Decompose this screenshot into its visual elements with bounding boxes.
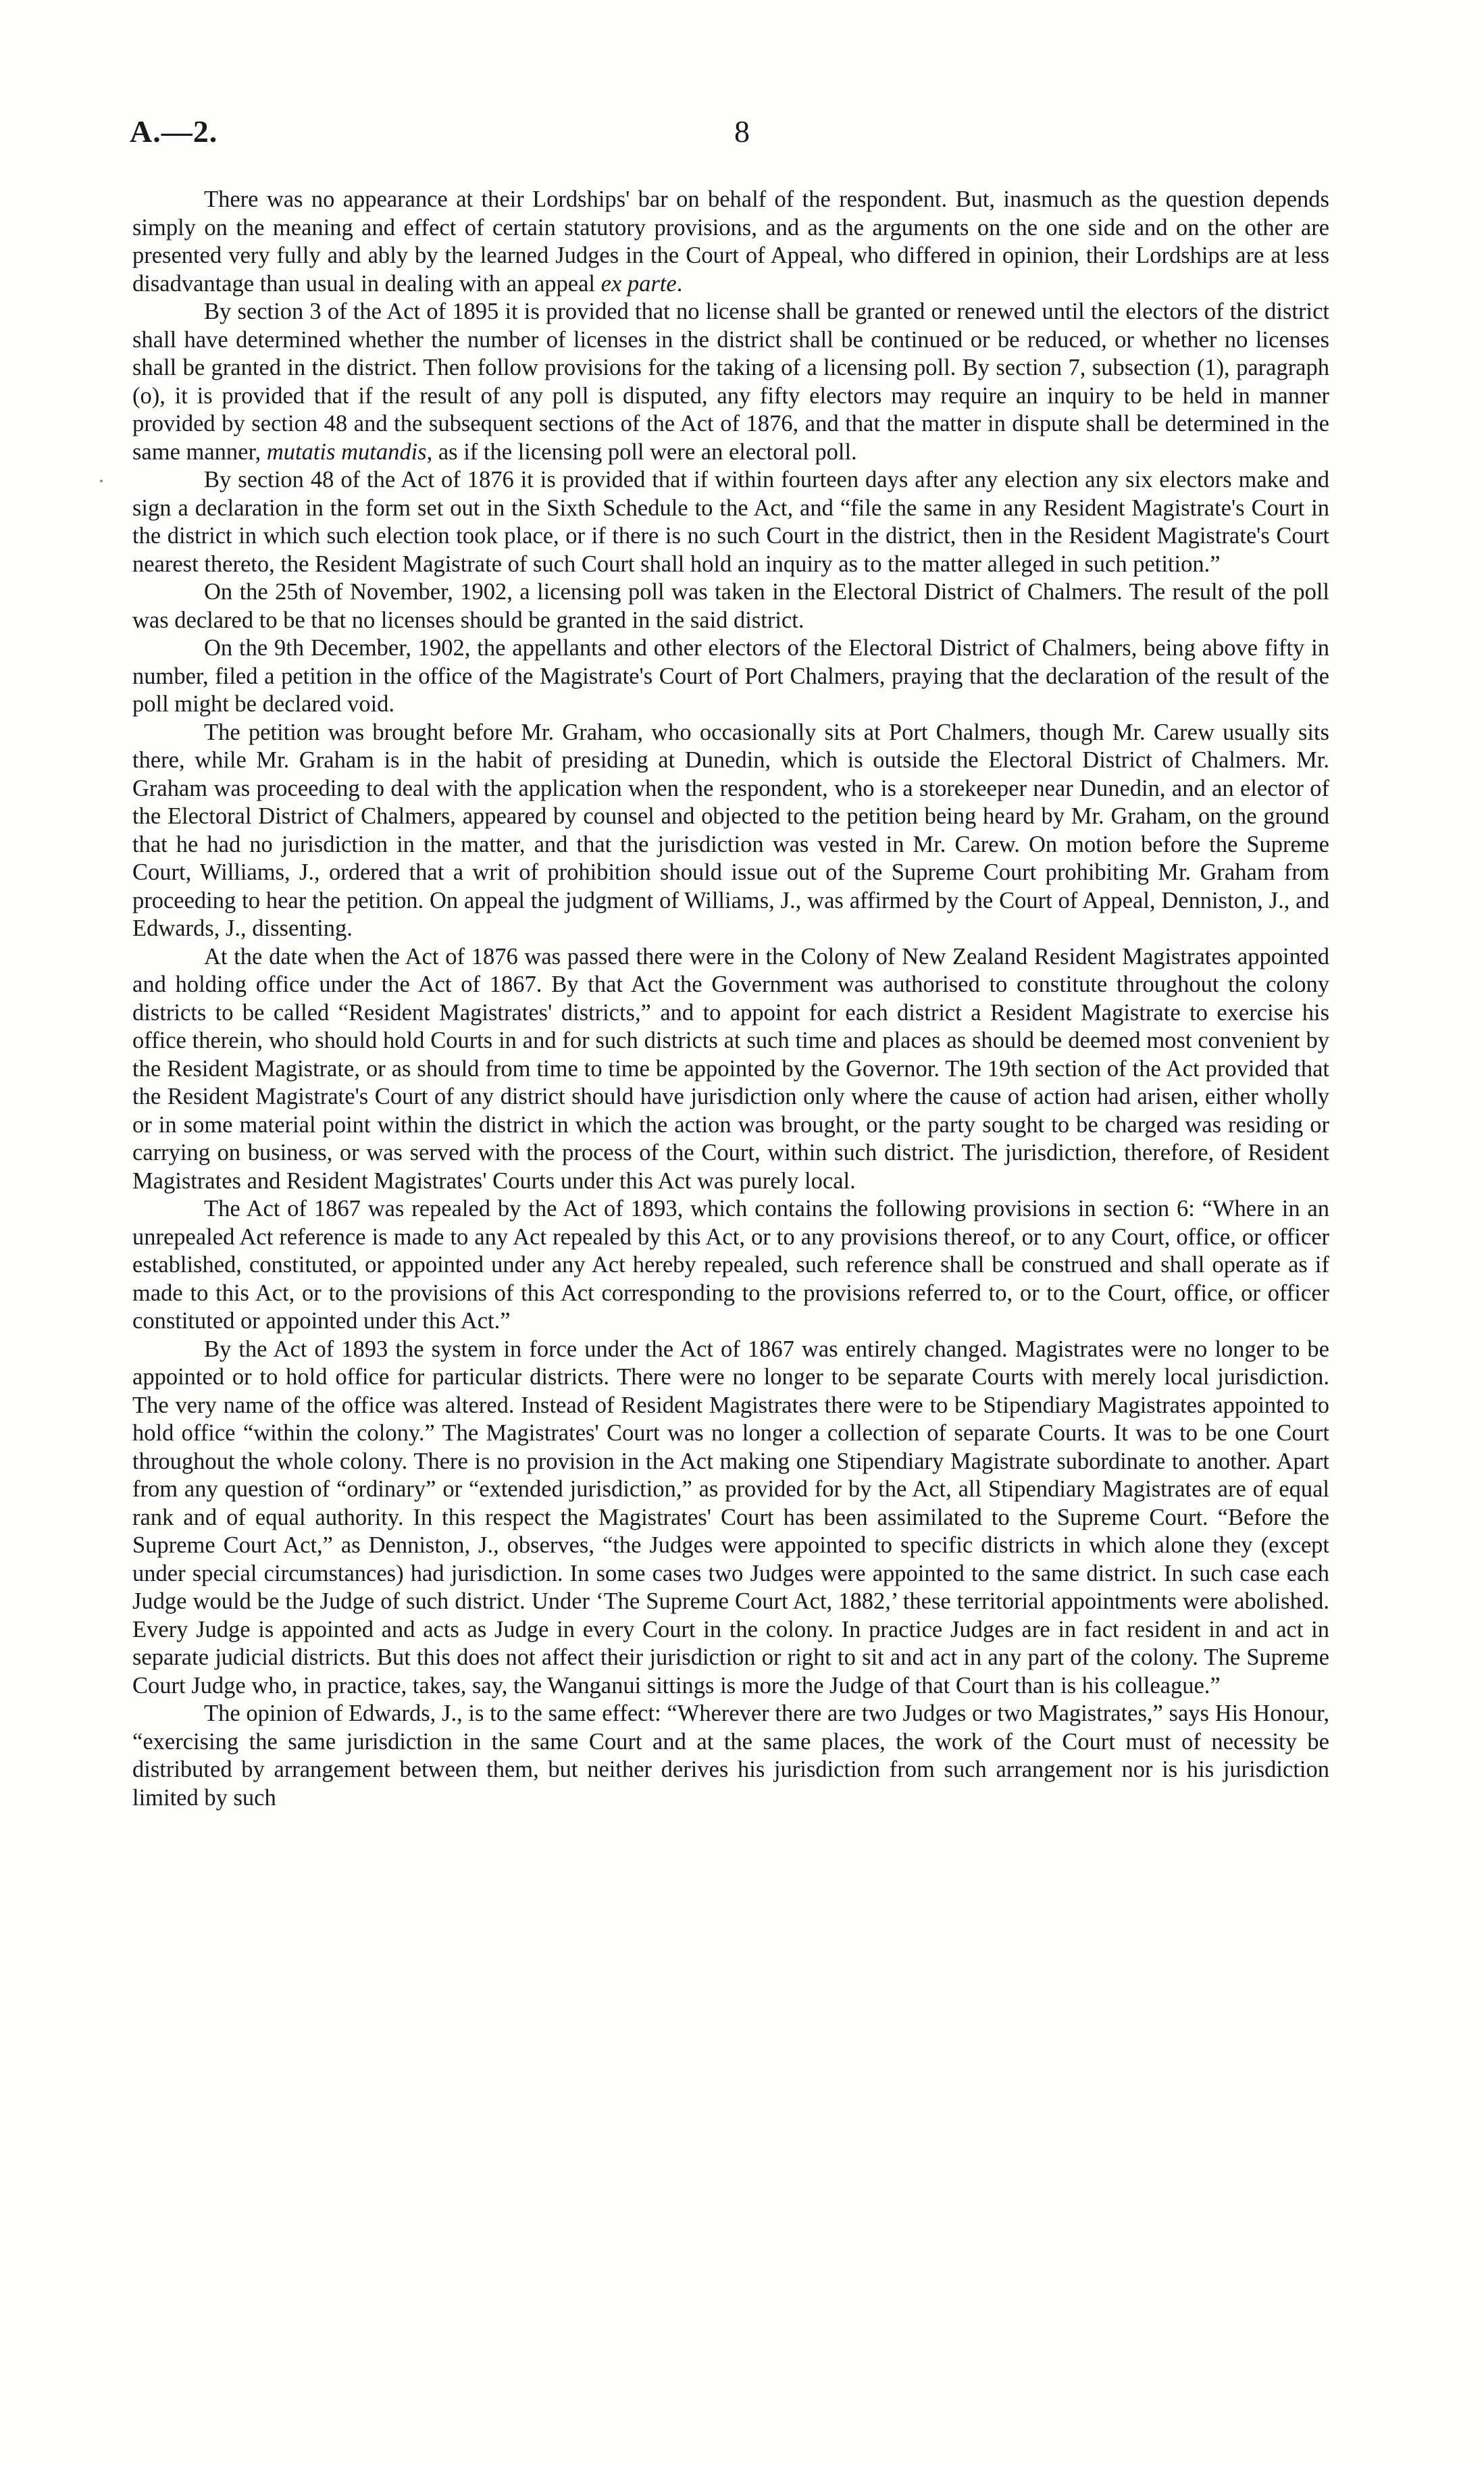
paragraph-text: The Act of 1867 was repealed by the Act of 1893, which contains the following provisions in section 6: “Where in an unrepealed Act reference is made to any Act repealed by this Act, or to any provisions thereof, or to any Court, office, or officer established, constituted, or appointed under any Act hereby repealed, such reference shall be construed and shall operate as if made to this Act, or to the provisions of this Act corresponding to the provisions referred to, or to the Court, office, or officer constituted or appointed under this Act.”: [132, 1196, 1329, 1334]
paragraph-text: On the 25th of November, 1902, a licensing poll was taken in the Electoral District of Chalmers. The result of the poll was declared to be that no licenses should be granted in the said district.: [132, 579, 1329, 633]
paragraph-text: By section 48 of the Act of 1876 it is provided that if within fourteen days after any election any six electors make and sign a declaration in the form set out in the Sixth Schedule to the Act, and “file the same in any Resident Magistrate's Court in the district in which such election took place, or if there is no such Court in the district, then in the Resident Magistrate's Court nearest thereto, the Resident Magistrate of such Court shall hold an inquiry as to the matter alleged in such petition.”: [132, 467, 1329, 577]
paragraph-text: There was no appearance at their Lordships' bar on behalf of the respondent. But, inasmuch as the question depends simply on the meaning and effect of certain statutory provisions, and as the arguments on the one side and on the other are presented very fully and ably by the learned Judges in the Court of Appeal, who differed in opinion, their Lordships are at less disadvantage than usual in dealing with an appeal: [132, 186, 1329, 297]
paragraph-text: The opinion of Edwards, J., is to the same effect: “Wherever there are two Judges or two Magistrates,” says His Honour, “exercising the same jurisdiction in the same Court and at the same places, the work of the Court must of necessity be distributed by arrangement between them, but neither derives his jurisdiction from such arrangement nor is his jurisdiction limited by such: [132, 1701, 1329, 1811]
body-text: [132, 186, 1329, 1812]
paragraph: [132, 466, 1329, 578]
italic-phrase: mutatis mutandis: [266, 438, 427, 465]
paragraph-text: The petition was brought before Mr. Graham, who occasionally sits at Port Chalmers, though Mr. Carew usually sits there, while Mr. Graham is in the habit of presiding at Dunedin, which is outside the Electoral District of Chalmers. Mr. Graham was proceeding to deal with the application when the respondent, who is a storekeeper near Dunedin, and an elector of the Electoral District of Chalmers, appeared by counsel and objected to the petition being heard by Mr. Graham, on the ground that he had no jurisdiction in the matter, and that the jurisdiction was vested in Mr. Carew. On motion before the Supreme Court, Williams, J., ordered that a writ of prohibition should issue out of the Supreme Court prohibiting Mr. Graham from proceeding to hear the petition. On appeal the judgment of Williams, J., was affirmed by the Court of Appeal, Denniston, J., and Edwards, J., dissenting.: [132, 719, 1329, 941]
page-header: [130, 114, 1359, 168]
paragraph-text: , as if the licensing poll were an electoral poll.: [426, 438, 857, 465]
paragraph: [132, 1336, 1329, 1701]
paragraph-text: By section 3 of the Act of 1895 it is provided that no license shall be granted or renewed until the electors of the district shall have determined whether the number of licenses in the district shall be continued or be reduced, or whether no licenses shall be granted in the district. Then follow provisions for the taking of a licensing poll. By section 7, subsection (1), paragraph (o), it is provided that if the result of any poll is disputed, any fifty electors may require an inquiry to be held in manner provided by section 48 and the subsequent sections of the Act of 1876, and that the matter in dispute shall be determined in the same manner,: [132, 299, 1329, 465]
paragraph: [132, 298, 1329, 466]
page-number: 8: [734, 114, 750, 149]
paragraph: [132, 719, 1329, 943]
paragraph: [132, 943, 1329, 1196]
paragraph-text: On the 9th December, 1902, the appellants and other electors of the Electoral District of Chalmers, being above fifty in number, filed a petition in the office of the Magistrate's Court of Port Chalmers, praying that the declaration of the result of the poll might be declared void.: [132, 635, 1329, 717]
paragraph: [132, 1195, 1329, 1336]
paragraph: [132, 1700, 1329, 1812]
italic-phrase: ex parte: [600, 270, 677, 297]
paragraph: [132, 186, 1329, 298]
paragraph-text: By the Act of 1893 the system in force under the Act of 1867 was entirely changed. Magistrates were no longer to be appointed or to hold office for particular districts. There were no longer to be separate Courts with merely local jurisdiction. The very name of the office was altered. Instead of Resident Magistrates there were to be Stipendiary Magistrates appointed to hold office “within the colony.” The Magistrates' Court was no longer a collection of separate Courts. It was to be one Court throughout the whole colony. There is no provision in the Act making one Stipendiary Magistrate subordinate to another. Apart from any question of “ordinary” or “extended jurisdiction,” as provided for by the Act, all Stipendiary Magistrates are of equal rank and of equal authority. In this respect the Magistrates' Court has been assimilated to the Supreme Court. “Before the Supreme Court Act,” as Denniston, J., observes, “the Judges were appointed to specific districts in which alone they (except under special circumstances) had jurisdiction. In some cases two Judges were appointed to the same district. In such case each Judge would be the Judge of such district. Under ‘The Supreme Court Act, 1882,’ these territorial appointments were abolished. Every Judge is appointed and acts as Judge in every Court in the colony. In practice Judges are in fact resident in and act in separate judicial districts. But this does not affect their jurisdiction or right to sit and act in any part of the colony. The Supreme Court Judge who, in practice, takes, say, the Wanganui sittings is more the Judge of that Court than is his colleague.”: [132, 1336, 1329, 1698]
paragraph: [132, 578, 1329, 634]
paragraph: [132, 634, 1329, 719]
paragraph-text: At the date when the Act of 1876 was passed there were in the Colony of New Zealand Resident Magistrates appointed and holding office under the Act of 1867. By that Act the Government was authorised to constitute throughout the colony districts to be called “Resident Magistrates' districts,” and to appoint for each district a Resident Magistrate to exercise his office therein, who should hold Courts in and for such districts at such time and places as should be deemed most convenient by the Resident Magistrate, or as should from time to time be appointed by the Governor. The 19th section of the Act provided that the Resident Magistrate's Court of any district should have jurisdiction only where the cause of action had arisen, either wholly or in some material point within the district in which the action was brought, or the party sought to be charged was residing or carrying on business, or was served with the process of the Court, within such district. The jurisdiction, therefore, of Resident Magistrates and Resident Magistrates' Courts under this Act was purely local.: [132, 943, 1329, 1194]
paragraph-text: .: [676, 270, 683, 297]
scan-speck: [100, 480, 103, 482]
document-reference: A.—2.: [130, 114, 218, 149]
